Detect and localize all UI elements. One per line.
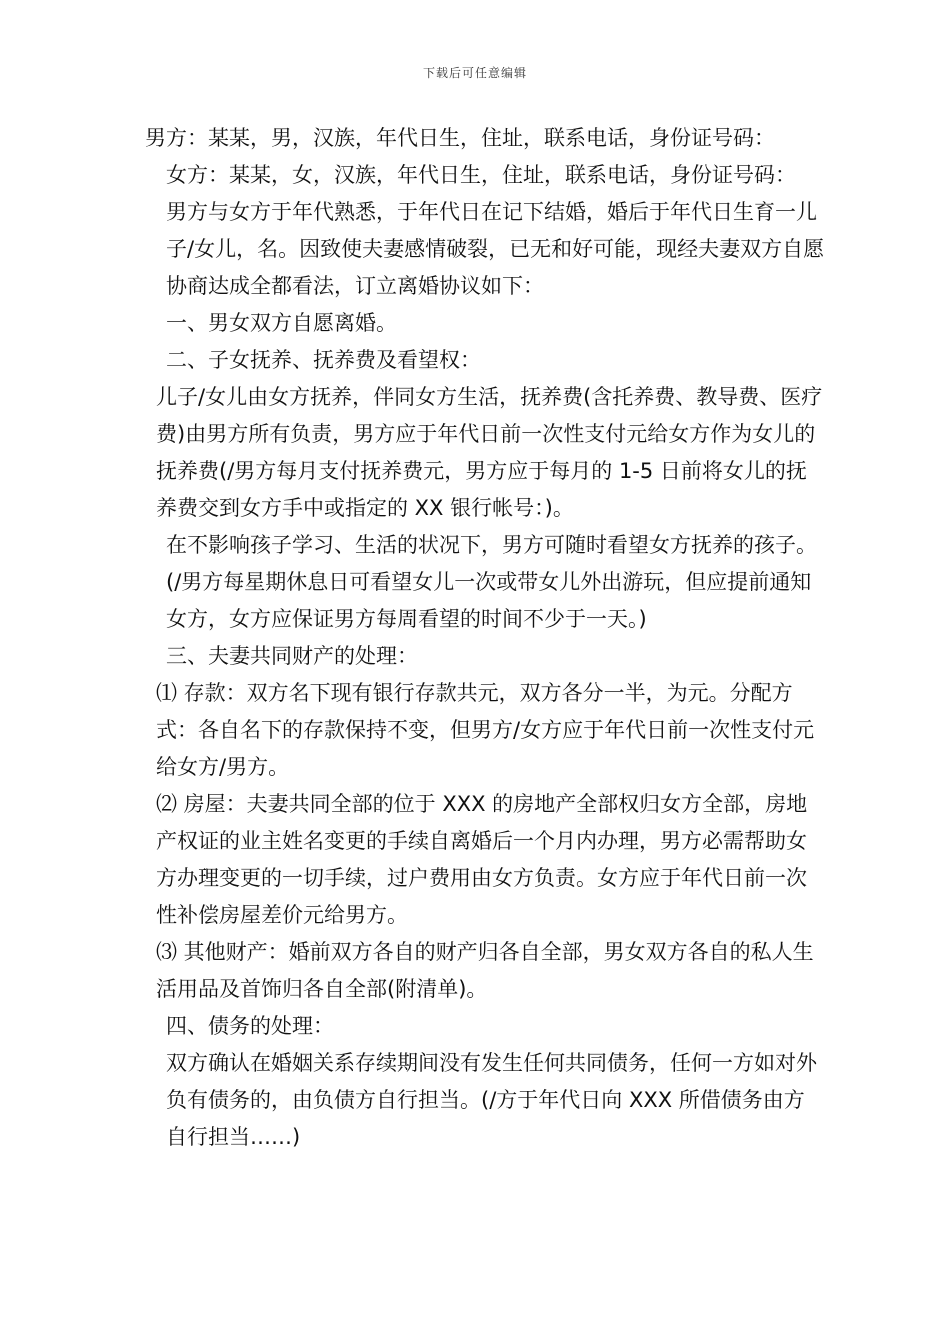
paragraph-male-party: 男方：某某，男，汉族，年代日生，住址，联系电话，身份证号码： bbox=[145, 126, 775, 150]
document-body bbox=[145, 120, 825, 1156]
section-heading-custody: 二、子女抚养、抚养费及看望权： bbox=[166, 348, 481, 372]
paragraph-female-party: 女方：某某，女，汉族，年代日生，住址，联系电话，身份证号码： bbox=[166, 163, 796, 187]
paragraph-visitation: 在不影响孩子学习、生活的状况下，男方可随时看望女方抚养的孩子。(/男方每星期休息日可看望女儿一次或带女儿外出游玩，但应提前通知女方，女方应保证男方每周看望的时间不少于一天。) bbox=[166, 533, 817, 631]
paragraph-custody: 儿子/女儿由女方抚养，伴同女方生活，抚养费(含托养费、教导费、医疗费)由男方所有负责，男方应于年代日前一次性支付元给女方作为女儿的抚养费(/男方每月支付抚养费元，男方应于每月的 1-5 日前将女儿的抚养费交到女方手中或指定的 XX 银行帐号：)。 bbox=[156, 385, 823, 520]
paragraph-other-property: ⑶ 其他财产：婚前双方各自的财产归各自全部，男女双方各自的私人生活用品及首饰归各自全部(附清单)。 bbox=[156, 940, 814, 1001]
paragraph-house: ⑵ 房屋：夫妻共同全部的位于 XXX 的房地产全部权归女方全部，房地产权证的业主姓名变更的手续自离婚后一个月内办理，男方必需帮助女方办理变更的一切手续，过户费用由女方负责。女方应于年代日前一次性补偿房屋差价元给男方。 bbox=[156, 792, 808, 927]
paragraph-debts: 双方确认在婚姻关系存续期间没有发生任何共同债务，任何一方如对外负有债务的，由负债方自行担当。(/方于年代日向 XXX 所借债务由方自行担当……) bbox=[166, 1051, 817, 1149]
paragraph-background: 男方与女方于年代熟悉，于年代日在记下结婚，婚后于年代日生育一儿子/女儿，名。因致使夫妻感情破裂，已无和好可能，现经夫妻双方自愿协商达成全都看法，订立离婚协议如下： bbox=[166, 200, 825, 298]
paragraph-savings: ⑴ 存款：双方名下现有银行存款共元，双方各分一半，为元。分配方式：各自名下的存款保持不变，但男方/女方应于年代日前一次性支付元给女方/男方。 bbox=[156, 681, 815, 779]
section-heading-debts: 四、债务的处理： bbox=[166, 1014, 334, 1038]
section-heading-divorce: 一、男女双方自愿离婚。 bbox=[166, 311, 397, 335]
section-heading-property: 三、夫妻共同财产的处理： bbox=[166, 644, 418, 668]
page-header: 下载后可任意编辑 bbox=[422, 66, 527, 80]
